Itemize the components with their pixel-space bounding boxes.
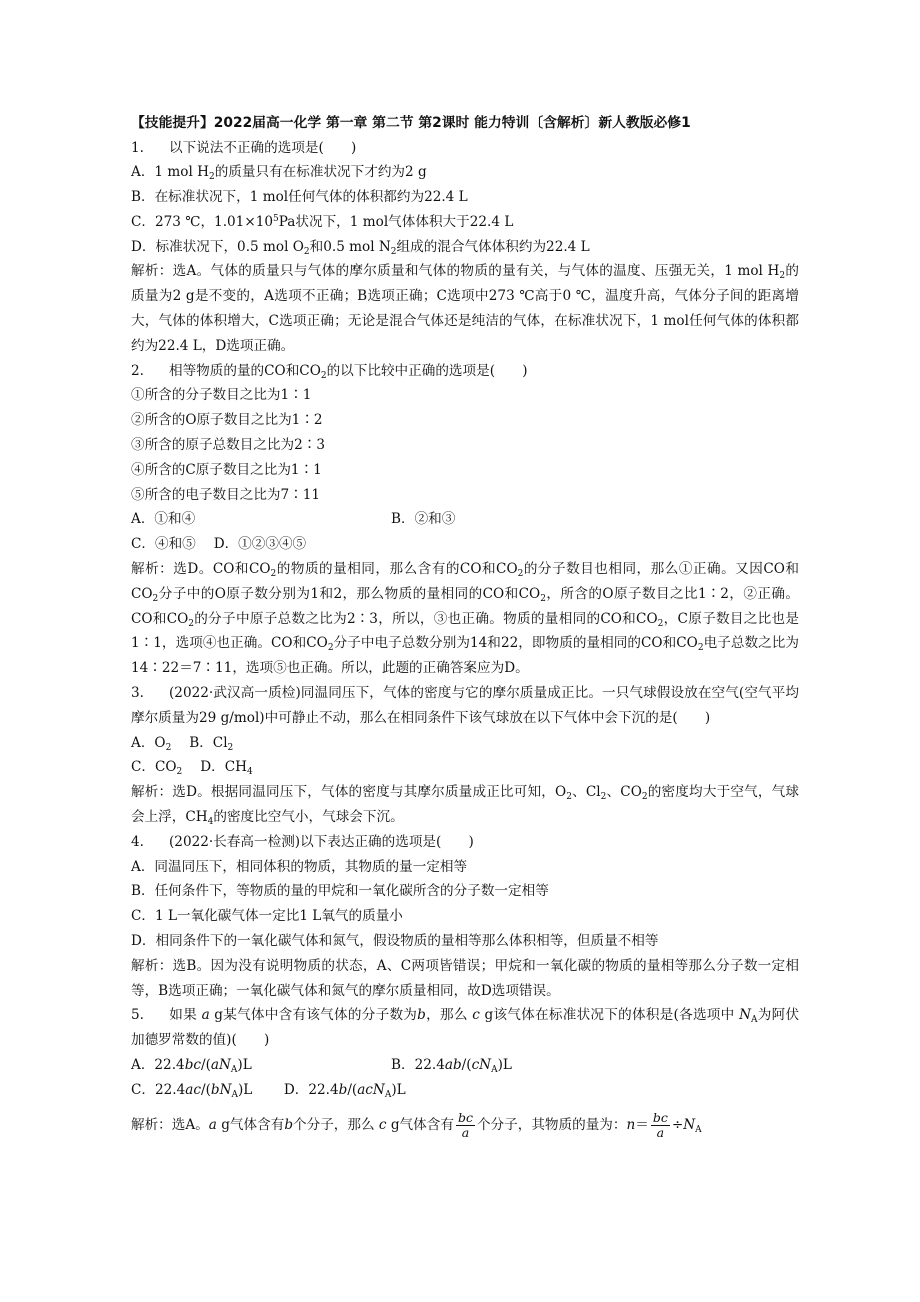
q4-option-b: B．任何条件下，等物质的量的甲烷和一氧化碳所含的分子数一定相等: [131, 883, 549, 900]
q1-explanation: 解析：选A。气体的质量只与气体的摩尔质量和气体的物质的量有关，与气体的温度、压强无关，1 mol $H_2$的质量为2 g是不变的，A选项不正确；B选项正确；C选项中273 ℃高于0 ℃，温度升高，气体分子间的距离增大，气体的体积增大，C选项正确；无论是混合气体还是纯洁的气体，在标准状况下，1 mol任何气体的体积都约为22.4 L，D选项正确。: [131, 263, 799, 354]
q2-item-2: ②所含的O原子数目之比为1∶2: [131, 412, 323, 429]
q4-option-c: C．1 L一氧化碳气体一定比1 L氧气的质量小: [131, 908, 403, 925]
q3-options-ab: A．$O_2$ B．$Cl_2$: [131, 734, 234, 753]
question-4-stem: 4. (2022·长春高一检测)以下表达正确的选项是( ): [131, 833, 474, 850]
q2-item-5: ⑤所含的电子数目之比为7∶11: [131, 486, 321, 503]
q1-option-a: A．1 mol $H_2$的质量只有在标准状况下才约为2 g: [131, 164, 427, 183]
q2-explanation: 解析：选D。CO和$CO_2$的物质的量相同，那么含有的CO和$CO_2$的分子数目也相同，那么①正确。又因CO和$CO_2$分子中的O原子数分别为1和2，那么物质的量相同的CO和$CO_2$，所含的O原子数目之比1∶2，②正确。CO和$CO_2$的分子中原子总数之比为2∶3，所以，③也正确。物质的量相同的CO和$CO_2$，C原子数目之比也是1∶1，选项④也正确。CO和$CO_2$分子中电子总数分别为14和22，即物质的量相同的CO和$CO_2$电子总数之比为14∶22＝7∶11，选项⑤也正确。所以，此题的正确答案应为D。: [131, 561, 800, 677]
q5-option-d: D．22.4b/(acN$_A$)L: [283, 1081, 406, 1100]
q4-explanation: 解析：选B。因为没有说明物质的状态，A、C两项皆错误；甲烷和一氧化碳的物质的量相等那么分子数一定相等，B选项正确；一氧化碳气体和氮气的摩尔质量相同，故D选项错误。: [131, 957, 799, 999]
question-1-stem: 1. 以下说法不正确的选项是( ): [131, 139, 357, 156]
question-2-stem: 2. 相等物质的量的CO和$CO_2$的以下比较中正确的选项是( ): [131, 362, 528, 381]
q3-options-cd: C．$CO_2$ D．$CH_4$: [131, 759, 253, 778]
q4-option-a: A．同温同压下，相同体积的物质，其物质的量一定相等: [131, 858, 468, 875]
q2-item-4: ④所含的C原子数目之比为1∶1: [131, 461, 322, 478]
fraction-bc-over-a-2: $\frac{bc}{a}$: [652, 1109, 668, 1140]
q1-option-c: C．273 ℃，$1.01\times 10^5Pa$状况下，1 mol气体体积大于22.4 L: [131, 213, 514, 230]
q5-option-b: B．$22.4ab/(cN_A)L$: [391, 1056, 512, 1075]
q5-option-c: C．$22.4ac/(bN_A)L$: [131, 1081, 253, 1100]
document-title: 【技能提升】2022届高一化学 第一章 第二节 第2课时 能力特训〔含解析〕新人教版必修1: [131, 115, 691, 131]
q3-explanation: 解析：选D。根据同温同压下，气体的密度与其摩尔质量成正比可知，$O_2$、$Cl_2$、$CO_2$的密度均大于空气，气球会上浮，$CH_4$的密度比空气小，气球会下沉。: [131, 784, 800, 828]
fraction-bc-over-a: $\frac{bc}{a}$: [457, 1109, 473, 1140]
q2-options-cd: C．④和⑤ D．①②③④⑤: [131, 536, 307, 553]
q2-item-3: ③所含的原子总数目之比为2∶3: [131, 437, 326, 454]
q5-options-cd: [131, 1078, 799, 1103]
q2-item-1: ①所含的分子数目之比为1∶1: [131, 387, 312, 404]
q5-options-ab: [131, 1053, 799, 1078]
q5-option-a: A．$22.4bc/(aN_A)L$: [131, 1056, 252, 1075]
q2-options-ab: A．①和④ B．②和③: [131, 511, 456, 528]
q1-option-d: D．标准状况下，0.5 mol $O_2$和0.5 mol $N_2$组成的混合气体体积约为22.4 L: [131, 238, 590, 257]
document-page: [131, 112, 799, 1140]
q1-option-b: B．在标准状况下，1 mol任何气体的体积都约为22.4 L: [131, 189, 468, 206]
question-3-stem: 3. (2022·武汉高一质检)同温同压下，气体的密度与它的摩尔质量成正比。一只气球假设放在空气(空气平均摩尔质量为29 g/mol)中可静止不动，那么在相同条件下该气球放在以下气体中会下沉的是( ): [131, 685, 799, 726]
question-5-stem: 5. 如果 a g某气体中含有该气体的分子数为b，那么 c g该气体在标准状况下的体积是(各选项中 $N_A$为阿伏加德罗常数的值)( ): [131, 1007, 800, 1049]
q5-explanation: 解析：选A。a g气体含有b个分子，那么 c g气体含有 $\frac{bc}{a}$ 个分子，其物质的量为：n＝ $\frac{bc}{a}$ $\div N_A$: [131, 1109, 702, 1140]
q4-option-d: D．相同条件下的一氧化碳气体和氮气，假设物质的量相等那么体积相等，但质量不相等: [131, 933, 659, 949]
